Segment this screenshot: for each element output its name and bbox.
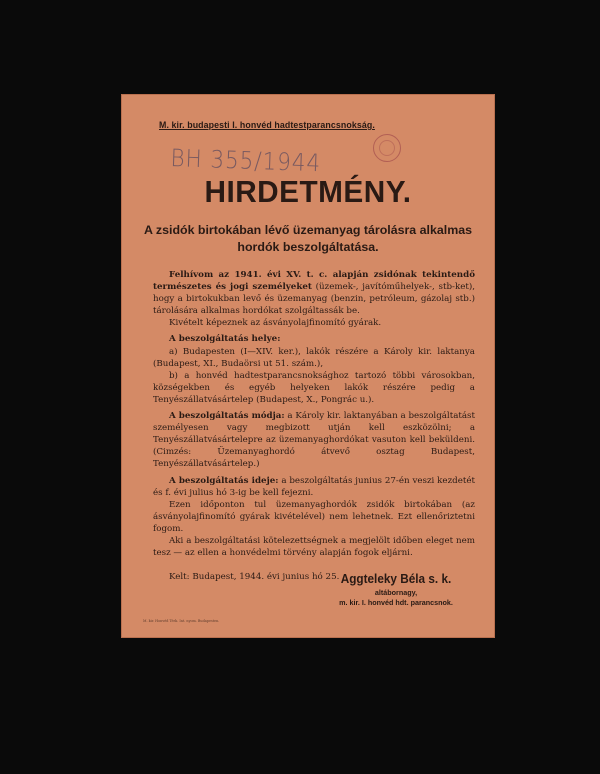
time-paragraph <box>153 475 475 499</box>
place-b-paragraph: b) a honvéd hadtestparancsnoksághoz tartozó többi városokban, községekben és egyéb helyeken lakók részére pedig a Tenyészállatvásártelep (Budapest, X., Pongrác u.). <box>153 370 475 405</box>
place-heading: A beszolgáltatás helye: <box>169 334 281 345</box>
signature-name: Aggteleky Béla s. k. <box>340 571 452 586</box>
method-paragraph <box>153 410 475 470</box>
issuing-command: M. kir. budapesti I. honvéd hadtestparancsnokság. <box>159 120 375 131</box>
method-heading: A beszolgáltatás módja: <box>169 411 285 422</box>
place-a-paragraph: a) Budapesten (I—XIV. ker.), lakók részére a Károly kir. laktanya (Budapest, XI., Budaörsi ut 51. szám.), <box>153 346 475 369</box>
intro-text: (üzemek-, javítóműhelyek-, stb-ket), hogy a birtokukban levő és üzemanyag (benzin, petróleum, gázolaj stb.) tárolására alkalmas hordókat szolgáltassák be. <box>153 282 475 317</box>
intro-bold-text: Felhívom az 1941. évi XV. t. c. alapján zsidónak tekintendő természetes és jogi személyeket <box>153 270 475 293</box>
printer-imprint: M. kir. Honvéd Térk. Int. nyom. Budapesten. <box>143 619 220 623</box>
signature-rank: altábornagy, <box>374 588 418 597</box>
poster-subtitle: A zsidók birtokában lévő üzemanyag tárolásra alkalmas hordók beszolgáltatása. <box>143 223 473 254</box>
time-text: a beszolgáltatás junius 27-én veszi kezdetét és f. évi julius hó 3-ig be kell fejezni. <box>153 475 475 498</box>
handwritten-archive-number: BH 355/1944 <box>170 144 322 178</box>
time-heading: A beszolgáltatás ideje: <box>169 475 279 486</box>
poster-title: HIRDETMÉNY. <box>204 174 412 209</box>
method-text: a Károly kir. laktanyában a beszolgáltatást személyesen vagy megbizott utján kell eszközölni; a Tenyészállatvásártelepre az üzemanyaghordókat vasuton kell beküldeni. (Cimzés: Üzemanyaghordó átvevő osztag Budapest, Tenyészállatvásártelep.) <box>153 411 476 470</box>
exception-paragraph: Kivételt képeznek az ásványolajfinomító gyárak. <box>169 318 382 329</box>
warning-paragraph: Aki a beszolgáltatási kötelezettségnek a megjelölt időben eleget nem tesz — az ellen a honvédelmi törvény alapján fogok eljárni. <box>153 535 475 559</box>
signature-unit: m. kir. I. honvéd hdt. parancsnok. <box>339 598 453 607</box>
archive-stamp-icon <box>373 134 401 162</box>
poster-body <box>153 269 475 583</box>
dated-line: Kelt: Budapest, 1944. évi junius hó 25. <box>169 572 340 583</box>
poster-sheet <box>121 94 495 638</box>
after-deadline-paragraph: Ezen időponton tul üzemanyaghordók zsidók birtokában (az ásványolajfinomító gyárak kivételével) nem lehetnek. Ezt ellenőriztetni fogom. <box>153 499 475 534</box>
intro-paragraph <box>153 269 475 317</box>
signature-block <box>321 571 471 607</box>
